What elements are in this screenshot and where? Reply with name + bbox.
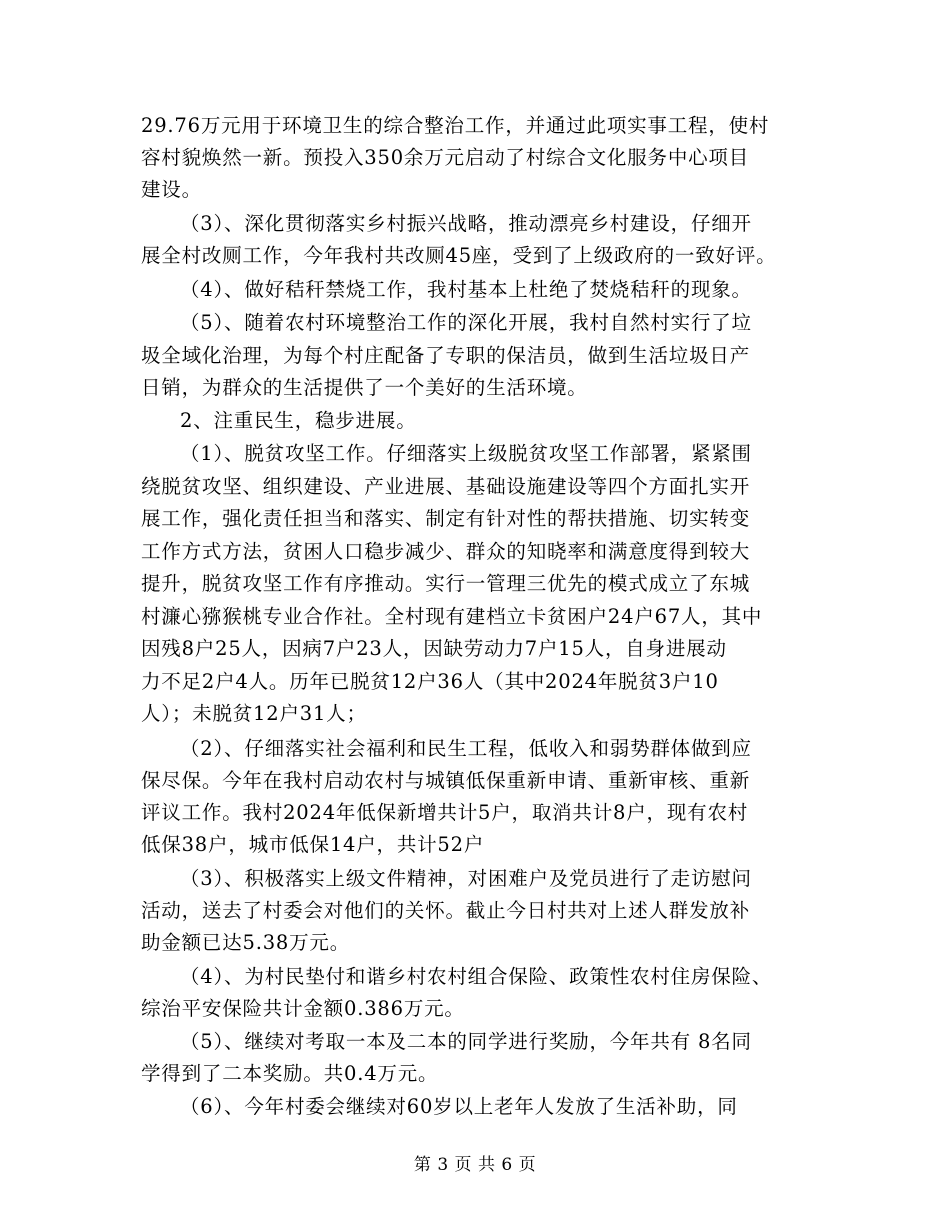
body-text-line: （5）、随着农村环境整治工作的深化开展，我村自然村实行了垃: [180, 311, 752, 334]
body-text-line: 力不足2户4人。历年已脱贫12户36人（其中2024年脱贫3户10: [141, 670, 719, 693]
body-text-line: （6）、今年村委会继续对60岁以上老年人发放了生活补助，同: [180, 1095, 738, 1118]
body-text-line: 因残8户25人，因病7户23人，因缺劳动力7户15人，自身进展动: [141, 637, 727, 660]
body-text-line: 展全村改厕工作，今年我村共改厕45座，受到了上级政府的一致好评。: [141, 244, 777, 267]
body-text-line: 保尽保。今年在我村启动农村与城镇低保重新申请、重新审核、重新: [141, 769, 751, 792]
body-text-line: 活动，送去了村委会对他们的关怀。截止今日村共对上述人群发放补: [141, 899, 751, 922]
body-text-line: 助金额已达5.38万元。: [141, 931, 351, 954]
body-text-line: 评议工作。我村2024年低保新增共计5户，取消共计8户，现有农村: [141, 801, 749, 824]
body-text-line: 容村貌焕然一新。预投入350余万元启动了村综合文化服务中心项目: [141, 146, 750, 169]
body-text-line: 绕脱贫攻坚、组织建设、产业进展、基础设施建设等四个方面扎实开: [141, 475, 751, 498]
body-text-line: （4）、为村民垫付和谐乡村农村组合保险、政策性农村住房保险、: [180, 965, 773, 988]
body-text-line: （3）、深化贯彻落实乡村振兴战略，推动漂亮乡村建设，仔细开: [180, 212, 752, 235]
body-text-line: 展工作，强化责任担当和落实、制定有针对性的帮扶措施、切实转变: [141, 507, 751, 530]
body-text-line: 人）；未脱贫12户31人；: [141, 702, 367, 725]
body-text-line: 村濂心猕猴桃专业合作社。全村现有建档立卡贫困户24户67人，其中: [141, 605, 763, 628]
body-text-line: （4）、做好秸秆禁烧工作，我村基本上杜绝了焚烧秸秆的现象。: [180, 278, 752, 301]
body-text-line: 低保38户，城市低保14户，共计52户: [141, 833, 485, 856]
body-text-line: 圾全域化治理，为每个村庄配备了专职的保洁员，做到生活垃圾日产: [141, 344, 751, 367]
body-text-line: 提升，脱贫攻坚工作有序推动。实行一管理三优先的模式成立了东城: [141, 572, 751, 595]
body-text-line: 日销，为群众的生活提供了一个美好的生活环境。: [141, 376, 588, 399]
body-text-line: 综治平安保险共计金额0.386万元。: [141, 997, 465, 1020]
body-text-line: （3）、积极落实上级文件精神，对困难户及党员进行了走访慰问: [180, 867, 752, 890]
body-text-line: 工作方式方法，贫困人口稳步减少、群众的知晓率和满意度得到较大: [141, 540, 751, 563]
body-text-line: （1）、脱贫攻坚工作。仔细落实上级脱贫攻坚工作部署，紧紧围: [180, 442, 752, 465]
body-text-line: （2）、仔细落实社会福利和民生工程，低收入和弱势群体做到应: [180, 737, 752, 760]
page-number-footer: 第 3 页 共 6 页: [413, 1155, 537, 1175]
body-text-line: 29.76万元用于环境卫生的综合整治工作，并通过此项实事工程，使村: [141, 114, 770, 137]
body-text-line: 建设。: [141, 178, 202, 201]
body-text-line: （5）、继续对考取一本及二本的同学进行奖励，今年共有 8名同: [180, 1030, 752, 1053]
body-text-line: 学得到了二本奖励。共0.4万元。: [141, 1062, 439, 1085]
section-heading: 2、注重民生，稳步进展。: [180, 409, 417, 432]
